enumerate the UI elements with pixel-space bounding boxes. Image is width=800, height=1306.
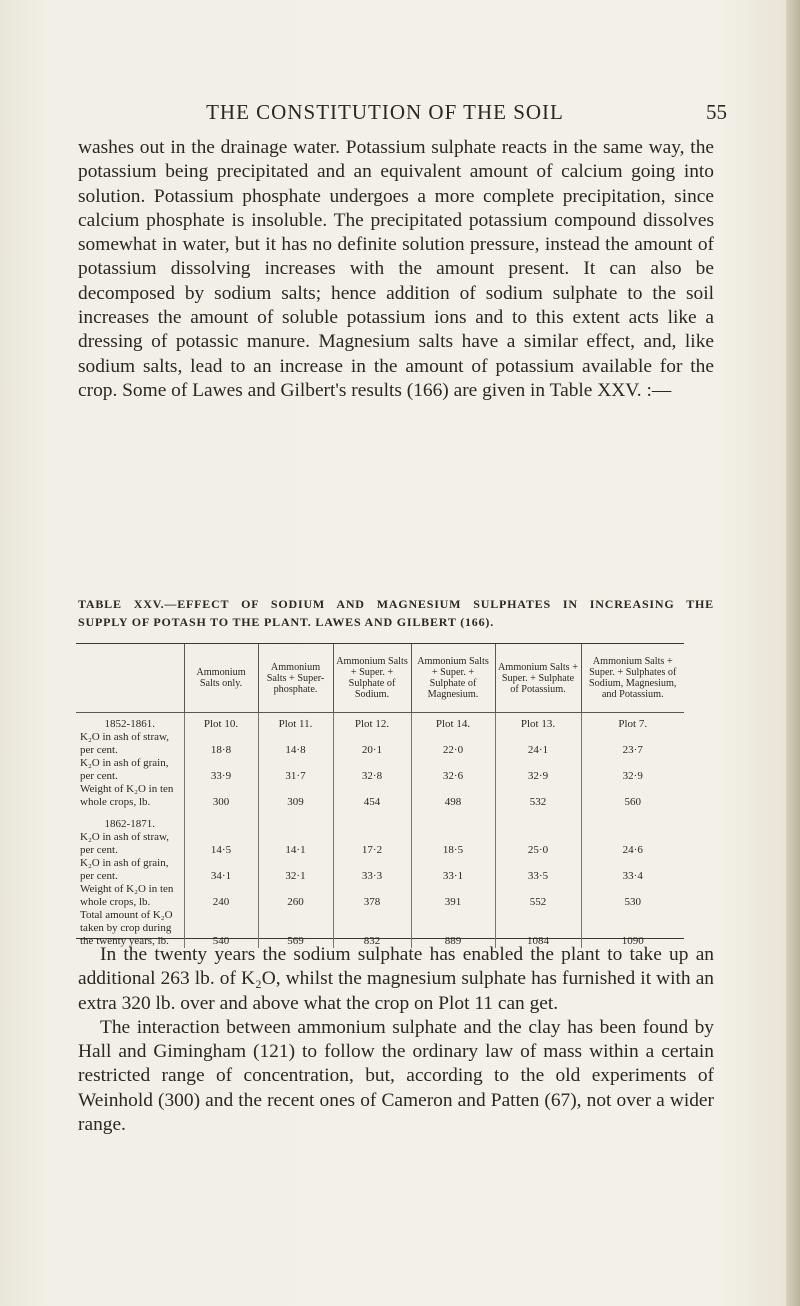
row-label-line: per cent. (80, 770, 118, 782)
caption-line-1: TABLE XXV.—EFFECT OF SODIUM AND MAGNESIUM SULPHATES IN INCREASING THE (78, 597, 714, 611)
table-cell (495, 809, 581, 831)
plot-label: Plot 7. (581, 713, 684, 732)
table-cell: 32·6 (411, 757, 495, 783)
table-cell: 391 (411, 883, 495, 909)
table-cell: 260 (258, 883, 333, 909)
table-header-row (76, 644, 684, 713)
table-cell: 34·1 (184, 857, 258, 883)
row-label-line: Weight of K₂O in ten (80, 783, 174, 795)
table-cell: 889 (411, 909, 495, 948)
row-label-line: Weight of K₂O in ten (80, 883, 174, 895)
table-row (76, 857, 684, 883)
table-cell: 14·5 (184, 831, 258, 857)
row-label-line: per cent. (80, 844, 118, 856)
table-cell: 14·1 (258, 831, 333, 857)
plot-label: Plot 11. (258, 713, 333, 732)
row-label (76, 883, 184, 909)
column-header: Ammonium Salts + Super-phosphate. (258, 644, 333, 713)
table-cell: 560 (581, 783, 684, 809)
table-cell: 530 (581, 883, 684, 909)
paragraph-1 (78, 136, 714, 403)
table-cell: 14·8 (258, 731, 333, 757)
table-cell: 540 (184, 909, 258, 948)
paragraph-1-text: washes out in the drainage water. Potassium sulphate reacts in the same way, the potassium being precipitated and an equivalent amount of calcium going into solution. Potassium phosphate undergoes a more complete precipitation, since calcium phosphate is insoluble. The precipitated potassium compound dissolves somewhat in water, but it has no definite solution pressure, instead the amount of potassium dissolving increases with the amount present. It can also be decomposed by sodium salts; hence addition of sodium sulphate to the soil increases the amount of soluble potassium ions and to this extent acts like a dressing of potassic manure. Magnesium salts have a similar effect, and, like sodium salts, lead to an increase in the amount of potassium available for the crop. Some of Lawes and Gilbert's results (166) are given in Table XXV. :— (78, 137, 714, 401)
table-cell: 18·5 (411, 831, 495, 857)
table-row (76, 831, 684, 857)
table-cell: 552 (495, 883, 581, 909)
table-cell: 32·9 (581, 757, 684, 783)
plot-label: Plot 10. (184, 713, 258, 732)
table-cell: 569 (258, 909, 333, 948)
table-cell: 33·1 (411, 857, 495, 883)
running-head: THE CONSTITUTION OF THE SOIL (206, 100, 564, 124)
table-cell: 1084 (495, 909, 581, 948)
row-label (76, 831, 184, 857)
table-caption (78, 595, 714, 631)
period-label: 1852-1861. (104, 718, 155, 730)
period-label: 1862-1871. (104, 818, 155, 830)
table-row (76, 731, 684, 757)
table-cell (333, 809, 411, 831)
caption-line-2: SUPPLY OF POTASH TO THE PLANT. LAWES AND GILBERT (166). (78, 615, 494, 629)
row-label-line: K₂O in ash of straw, (80, 731, 169, 743)
table-cell: 33·9 (184, 757, 258, 783)
row-label-line: K₂O in ash of grain, (80, 857, 169, 869)
table-cell (258, 809, 333, 831)
table-cell: 33·4 (581, 857, 684, 883)
row-label (76, 731, 184, 757)
table-cell: 32·9 (495, 757, 581, 783)
table-cell: 33·5 (495, 857, 581, 883)
table-row (76, 883, 684, 909)
table-row (76, 713, 684, 732)
column-header: Ammonium Salts + Super. + Sulphate of Sodium. (333, 644, 411, 713)
table-row (76, 757, 684, 783)
table-cell: 498 (411, 783, 495, 809)
table-cell: 454 (333, 783, 411, 809)
plot-label: Plot 13. (495, 713, 581, 732)
table-cell: 33·3 (333, 857, 411, 883)
table-row (76, 783, 684, 809)
table-cell: 240 (184, 883, 258, 909)
table-cell: 300 (184, 783, 258, 809)
table-xxv (76, 643, 684, 947)
table-cell: 532 (495, 783, 581, 809)
table-cell (581, 809, 684, 831)
page-header (0, 100, 800, 140)
row-label-line: taken by crop during (80, 922, 172, 934)
table-cell: 18·8 (184, 731, 258, 757)
plot-label: Plot 12. (333, 713, 411, 732)
column-header: Ammonium Salts + Super. + Sulphate of Potassium. (495, 644, 581, 713)
row-label-line: Total amount of K₂O (80, 909, 173, 921)
table-cell: 32·1 (258, 857, 333, 883)
page-edge-shadow (786, 0, 800, 1306)
data-table (76, 644, 684, 948)
table-cell: 832 (333, 909, 411, 948)
table-cell (184, 809, 258, 831)
table-cell: 23·7 (581, 731, 684, 757)
row-label (76, 757, 184, 783)
table-cell: 309 (258, 783, 333, 809)
column-header-stub (76, 644, 184, 713)
table-cell: 22·0 (411, 731, 495, 757)
table-cell: 25·0 (495, 831, 581, 857)
table-cell: 31·7 (258, 757, 333, 783)
row-label-line: K₂O in ash of grain, (80, 757, 169, 769)
table-cell: 1090 (581, 909, 684, 948)
table-cell: 17·2 (333, 831, 411, 857)
table-cell: 24·1 (495, 731, 581, 757)
table-cell: 378 (333, 883, 411, 909)
page-number: 55 (706, 100, 727, 124)
row-label (76, 857, 184, 883)
table-cell: 20·1 (333, 731, 411, 757)
row-label-line: per cent. (80, 870, 118, 882)
row-label-line: whole crops, lb. (80, 896, 151, 908)
paragraph-2-text: In the twenty years the sodium sulphate has enabled the plant to take up an additional 263 lb. of K₂O, whilst the magnesium sulphate has furnished it with an extra 320 lb. over and above what the crop on Plot 11 can get. (78, 944, 714, 1014)
row-label-line: the twenty years, lb. (80, 935, 169, 947)
row-label-line: per cent. (80, 744, 118, 756)
row-label-line: K₂O in ash of straw, (80, 831, 169, 843)
table-cell: 24·6 (581, 831, 684, 857)
paragraph-3-text: The interaction between ammonium sulphate and the clay has been found by Hall and Gimingham (121) to follow the ordinary law of mass within a certain restricted range of concentration, but, according to the old experiments of Weinhold (300) and the recent ones of Cameron and Patten (67), not over a wider range. (78, 1016, 714, 1136)
table-row (76, 809, 684, 831)
column-header: Ammonium Salts only. (184, 644, 258, 713)
plot-label: Plot 14. (411, 713, 495, 732)
row-label (76, 783, 184, 809)
table-cell: 32·8 (333, 757, 411, 783)
column-header: Ammonium Salts + Super. + Sulphate of Magnesium. (411, 644, 495, 713)
paragraph-2 (78, 943, 714, 1137)
table-cell (411, 809, 495, 831)
column-header: Ammonium Salts + Super. + Sulphates of Sodium, Magnesium, and Potassium. (581, 644, 684, 713)
row-label-line: whole crops, lb. (80, 796, 151, 808)
